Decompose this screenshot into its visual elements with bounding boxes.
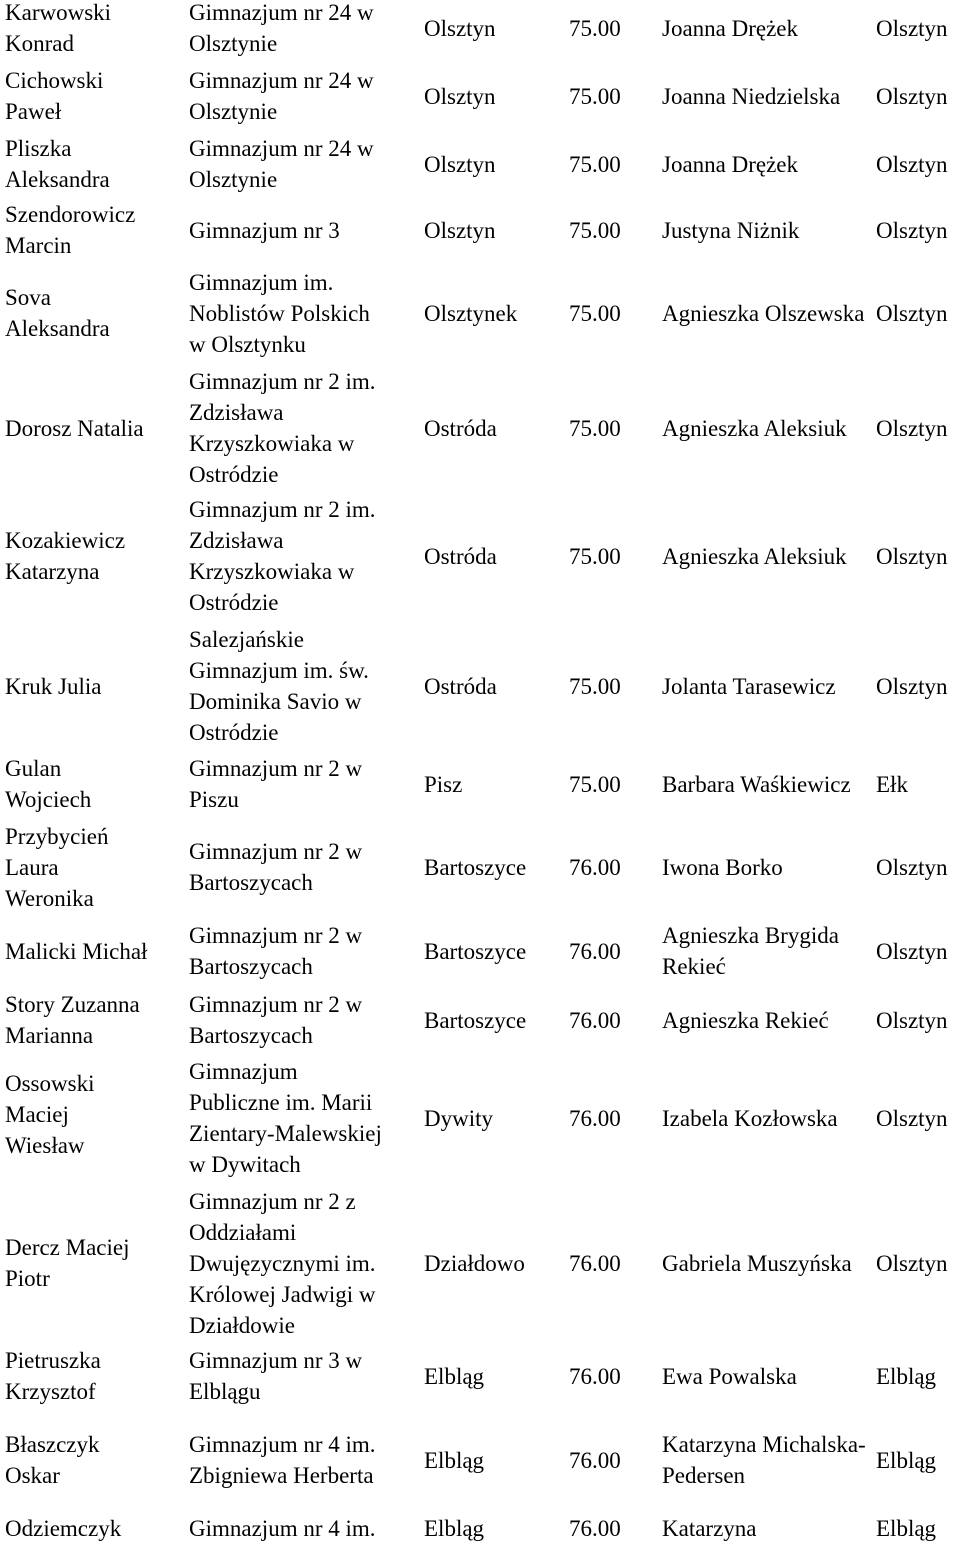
teacher-city: Elbląg [876,1447,937,1473]
school-name: Gimnazjum nr 2 im. Zdzisława Krzyszkowiaka w Ostródzie [189,369,376,487]
teacher-city: Olsztyn [876,1105,948,1131]
school-name: Gimnazjum nr 2 z Oddziałami Dwujęzycznymi im. Królowej Jadwigi w Działdowie [189,1188,376,1338]
city: Olsztyn [424,83,496,109]
table-row [0,622,960,750]
teacher-city: Olsztyn [876,543,948,569]
city: Olsztyn [424,151,496,177]
points: 75.00 [569,217,621,243]
school-name: Gimnazjum nr 2 im. Zdzisława Krzyszkowiaka w Ostródzie [189,497,376,615]
table-row [0,1412,960,1508]
city: Olsztyn [424,217,496,243]
student-name: Kruk Julia [5,673,102,699]
points: 76.00 [569,854,621,880]
city: Olsztynek [424,300,518,326]
teacher-city: Olsztyn [876,217,948,243]
teacher-city: Olsztyn [876,415,948,441]
student-name: Malicki Michał [5,938,148,964]
points: 76.00 [569,1447,621,1473]
city: Elbląg [424,1516,485,1541]
points: 75.00 [569,151,621,177]
school-name: Gimnazjum nr 2 w Piszu [189,756,363,812]
school-name: Gimnazjum nr 24 w Olsztynie [189,0,374,56]
points: 75.00 [569,300,621,326]
points: 75.00 [569,673,621,699]
table-row [0,1054,960,1182]
points: 75.00 [569,771,621,797]
teacher-name: Justyna Niżnik [662,217,800,243]
city: Ostróda [424,543,497,569]
school-name: Gimnazjum im. Noblistów Polskich w Olsztynku [189,269,370,357]
table-row [0,198,960,262]
school-name: Gimnazjum nr 4 im. [189,1516,376,1541]
student-name: Dercz Maciej Piotr [5,1235,130,1291]
table-row [0,62,960,130]
city: Pisz [424,771,463,797]
table-row [0,1512,960,1545]
school-name: Gimnazjum nr 4 im. Zbigniewa Herberta [189,1432,376,1488]
city: Bartoszyce [424,854,527,880]
table-row [0,916,960,986]
school-name: Gimnazjum nr 24 w Olsztynie [189,136,374,192]
teacher-name: Barbara Waśkiewicz [662,771,851,797]
student-name: Sova Aleksandra [5,285,110,341]
teacher-city: Ełk [876,771,908,797]
student-name: Dorosz Natalia [5,415,144,441]
teacher-name: Jolanta Tarasewicz [662,673,836,699]
teacher-city: Olsztyn [876,300,948,326]
city: Ostróda [424,673,497,699]
teacher-city: Olsztyn [876,151,948,177]
teacher-name: Joanna Niedzielska [662,83,841,109]
city: Działdowo [424,1250,525,1276]
teacher-name: Izabela Kozłowska [662,1105,838,1131]
school-name: Gimnazjum nr 3 w Elblągu [189,1348,363,1404]
points: 76.00 [569,1007,621,1033]
points: 76.00 [569,1250,621,1276]
city: Dywity [424,1105,493,1131]
city: Bartoszyce [424,1007,527,1033]
student-name: Pliszka Aleksandra [5,136,110,192]
teacher-name: Agnieszka Rekieć [662,1007,829,1033]
city: Bartoszyce [424,938,527,964]
city: Ostróda [424,415,497,441]
table-row [0,0,960,62]
student-name: Gulan Wojciech [5,756,92,812]
teacher-name: Joanna Drężek [662,151,799,177]
points: 75.00 [569,15,621,41]
teacher-city: Olsztyn [876,15,948,41]
teacher-name: Agnieszka Aleksiuk [662,543,847,569]
student-name: Przybycień Laura Weronika [5,823,109,911]
teacher-name: Katarzyna [662,1516,757,1541]
table-row [0,262,960,364]
student-name: Ossowski Maciej Wiesław [5,1071,95,1158]
teacher-city: Elbląg [876,1516,937,1541]
student-name: Karwowski Konrad [5,0,112,56]
school-name: Gimnazjum nr 3 [189,217,340,243]
teacher-city: Olsztyn [876,938,948,964]
table-row [0,130,960,198]
points: 76.00 [569,938,621,964]
teacher-name: Joanna Drężek [662,15,799,41]
school-name: Gimnazjum nr 2 w Bartoszycach [189,839,363,895]
teacher-city: Olsztyn [876,854,948,880]
teacher-city: Elbląg [876,1363,937,1389]
points: 76.00 [569,1363,621,1389]
teacher-name: Agnieszka Olszewska [662,300,865,326]
school-name: Gimnazjum nr 2 w Bartoszycach [189,992,363,1048]
student-name: Cichowski Paweł [5,68,104,124]
table-row [0,1342,960,1410]
school-name: Gimnazjum nr 2 w Bartoszycach [189,923,363,979]
teacher-name: Gabriela Muszyńska [662,1250,852,1276]
table-row [0,364,960,492]
city: Elbląg [424,1363,485,1389]
student-name: Odziemczyk [5,1516,122,1541]
points: 75.00 [569,415,621,441]
city: Elbląg [424,1447,485,1473]
table-row [0,818,960,916]
teacher-city: Olsztyn [876,83,948,109]
table-row [0,750,960,818]
table-row [0,1184,960,1342]
teacher-name: Katarzyna Michalska- Pedersen [662,1432,866,1488]
school-name: Gimnazjum Publiczne im. Marii Zientary-Malewskiej w Dywitach [189,1059,382,1177]
city: Olsztyn [424,15,496,41]
teacher-name: Agnieszka Brygida Rekieć [662,923,839,979]
school-name: Gimnazjum nr 24 w Olsztynie [189,68,374,124]
table-row [0,986,960,1054]
teacher-name: Agnieszka Aleksiuk [662,415,847,441]
points: 75.00 [569,83,621,109]
student-name: Szendorowicz Marcin [5,202,136,258]
teacher-city: Olsztyn [876,673,948,699]
points: 76.00 [569,1105,621,1131]
student-name: Kozakiewicz Katarzyna [5,528,126,584]
student-name: Story Zuzanna Marianna [5,992,140,1048]
teacher-city: Olsztyn [876,1007,948,1033]
student-name: Błaszczyk Oskar [5,1432,100,1488]
student-name: Pietruszka Krzysztof [5,1348,101,1404]
points: 75.00 [569,543,621,569]
school-name: Salezjańskie Gimnazjum im. św. Dominika Savio w Ostródzie [189,627,369,745]
teacher-name: Iwona Borko [662,854,783,880]
points: 76.00 [569,1516,621,1541]
teacher-city: Olsztyn [876,1250,948,1276]
teacher-name: Ewa Powalska [662,1363,797,1389]
table-row [0,492,960,620]
